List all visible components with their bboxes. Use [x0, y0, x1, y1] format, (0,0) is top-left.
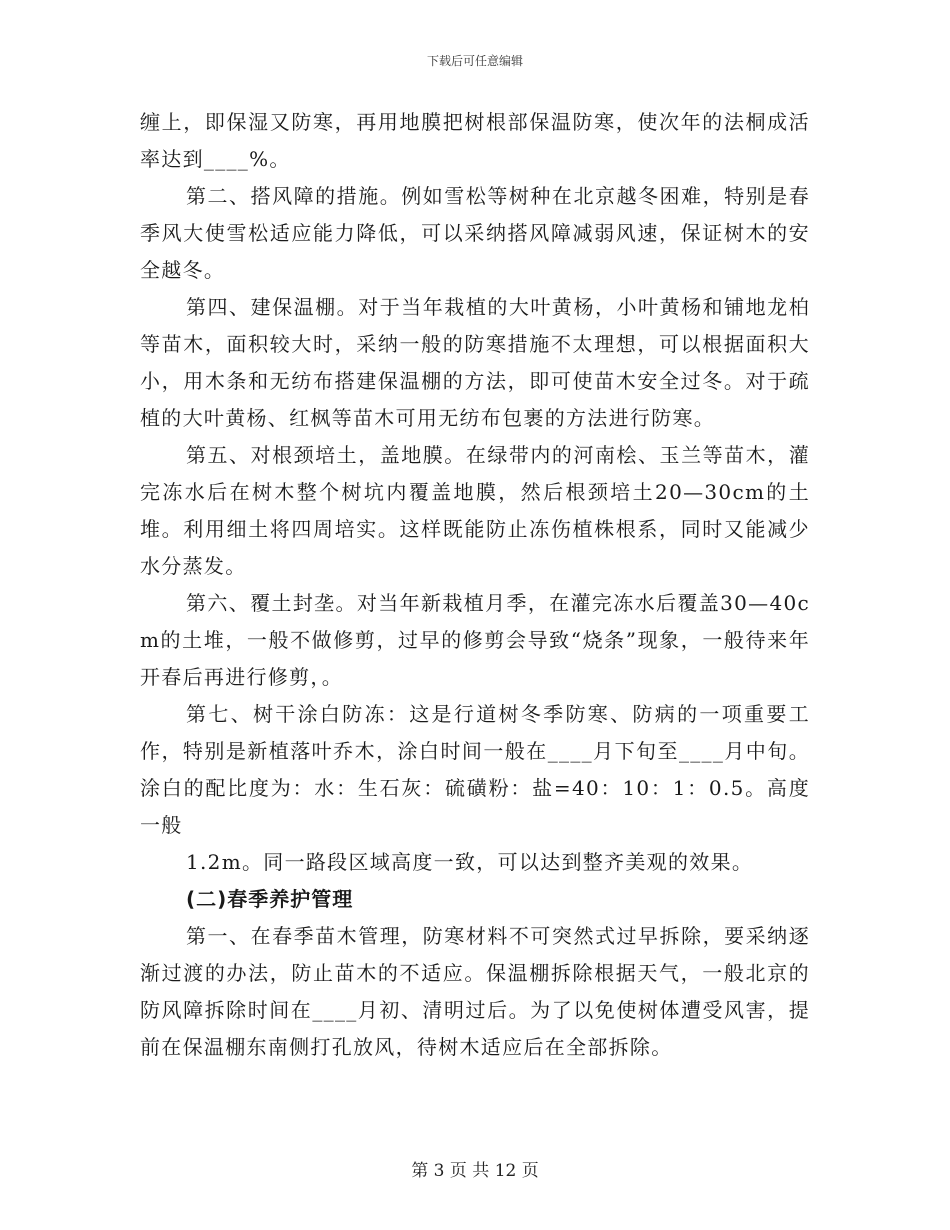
paragraph-greenhouse: 第四、建保温棚。对于当年栽植的大叶黄杨，小叶黄杨和铺地龙柏等苗木，面积较大时，采纳一般的防寒措施不太理想，可以根据面积大小，用木条和无纺布搭建保温棚的方法，即可使苗木安全过冬。对于疏植的大叶黄杨、红枫等苗木可用无纺布包裹的方法进行防寒。 [140, 295, 810, 430]
paragraph-windbreak: 第二、搭风障的措施。例如雪松等树种在北京越冬困难，特别是春季风大使雪松适应能力降低，可以采纳搭风障减弱风速，保证树木的安全越冬。 [140, 184, 810, 282]
section-heading-spring: (二)春季养护管理 [186, 887, 354, 911]
document-body [140, 104, 810, 1066]
paragraph-whitewash: 第七、树干涂白防冻：这是行道树冬季防寒、防病的一项重要工作，特别是新植落叶乔木，涂白时间一般在____月下旬至____月中旬。涂白的配比度为：水：生石灰：硫磺粉：盐=40：10：1：0.5。高度一般 [140, 702, 810, 837]
page-number-footer: 第 3 页 共 12 页 [411, 1161, 539, 1181]
page-header-note: 下载后可任意编辑 [426, 54, 523, 68]
paragraph-cover-soil: 第六、覆土封垄。对当年新栽植月季，在灌完冻水后覆盖30—40cm的土堆，一般不做修剪，过早的修剪会导致“烧条”现象，一般待来年开春后再进行修剪，。 [140, 591, 810, 689]
paragraph-continuation: 缠上，即保湿又防寒，再用地膜把树根部保温防寒，使次年的法桐成活率达到____%。 [140, 110, 810, 171]
paragraph-spring-management: 第一、在春季苗木管理，防寒材料不可突然式过早拆除，要采纳逐渐过渡的办法，防止苗木的不适应。保温棚拆除根据天气，一般北京的防风障拆除时间在____月初、清明过后。为了以免使树体遭受风害，提前在保温棚东南侧打孔放风，待树木适应后在全部拆除。 [140, 924, 810, 1059]
paragraph-soil-mulch: 第五、对根颈培土，盖地膜。在绿带内的河南桧、玉兰等苗木，灌完冻水后在树木整个树坑内覆盖地膜，然后根颈培土20—30cm的土堆。利用细土将四周培实。这样既能防止冻伤植株根系，同时又能减少水分蒸发。 [140, 443, 810, 578]
paragraph-height: 1.2m。同一路段区域高度一致，可以达到整齐美观的效果。 [186, 850, 754, 874]
